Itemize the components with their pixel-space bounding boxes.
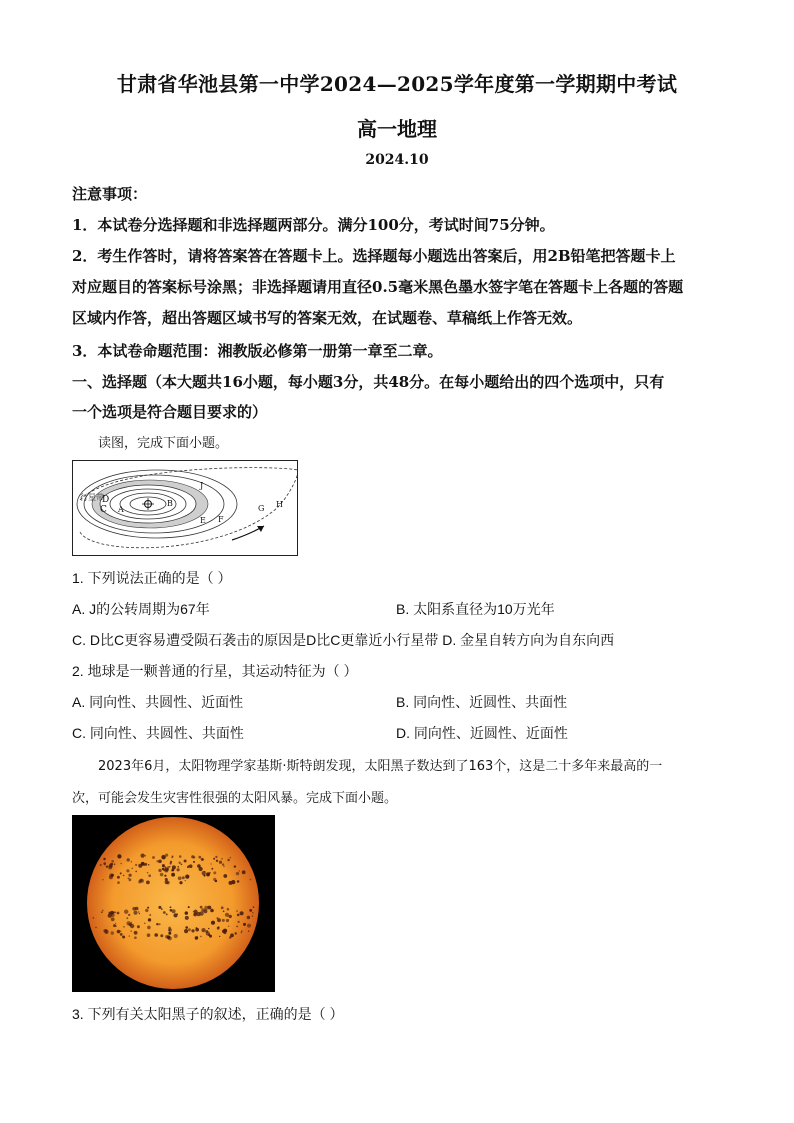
subject-title: 高一地理 [357, 117, 437, 141]
sunspot [211, 868, 213, 870]
sunspot [141, 862, 145, 866]
sunspot [197, 864, 201, 868]
sunspot [145, 855, 146, 856]
sunspot [200, 906, 203, 909]
sunspot [154, 933, 158, 937]
sunspot [215, 856, 217, 858]
sunspot [178, 876, 182, 880]
sunspot [211, 863, 212, 864]
sunspot [135, 907, 139, 911]
label-A: A [118, 505, 124, 514]
sunspot [134, 931, 138, 935]
sunspot [179, 881, 182, 884]
sunspot [237, 914, 240, 917]
sunspot [236, 872, 239, 875]
q2-option-b: B. 同向性、近圆性、共面性 [396, 694, 568, 710]
sunspot [237, 880, 239, 882]
sunspot [201, 928, 205, 932]
sunspot [174, 934, 178, 938]
sunspot [104, 864, 105, 865]
sunspot [168, 932, 171, 935]
sunspot [181, 864, 183, 866]
sunspot [174, 913, 178, 917]
notice-heading: 注意事项： [72, 185, 148, 203]
sunspot [202, 859, 204, 861]
sunspot [148, 874, 151, 877]
sunspot [170, 909, 173, 912]
sunspot [166, 913, 168, 915]
sunspot [223, 929, 227, 933]
sunspot [115, 923, 116, 924]
group1-intro: 读图，完成下面小题。 [98, 436, 229, 451]
sunspot [147, 926, 151, 930]
sunspot [167, 866, 169, 868]
sunspot [170, 906, 172, 908]
q2-option-a: A. 同向性、共圆性、近面性 [72, 694, 244, 710]
sunspot [102, 879, 103, 880]
sunspot [213, 858, 215, 860]
notice-item-2-line-3: 区域内作答，超出答题区域书写的答案无效，在试题卷、草稿纸上作答无效。 [72, 309, 583, 327]
sunspot [223, 866, 224, 867]
sunspot [242, 870, 246, 874]
sunspot [239, 870, 240, 871]
sunspot [100, 864, 102, 866]
sunspot [117, 881, 120, 884]
sunspot [126, 917, 128, 919]
sunspot [213, 878, 216, 881]
q1-option-a: A. J的公转周期为67年 [72, 601, 210, 617]
sunspot [120, 872, 122, 874]
sunspot [247, 916, 250, 919]
sunspot [101, 911, 103, 913]
sunspot [127, 858, 130, 861]
sunspot [163, 870, 164, 871]
sunspot [111, 874, 114, 877]
sunspot [217, 927, 220, 930]
sunspot [241, 932, 242, 933]
sunspot [95, 927, 97, 929]
sunspot [223, 874, 227, 878]
sunspot [243, 923, 246, 926]
sunspot [149, 914, 151, 916]
sunspot [236, 926, 238, 928]
sunspot [158, 906, 161, 909]
sunspot [185, 916, 189, 920]
sunspot [205, 930, 208, 933]
sunspot [114, 911, 116, 913]
sunspot [122, 936, 125, 939]
sunspot [188, 928, 191, 931]
exam-date: 2024.10 [365, 152, 429, 168]
sunspot [221, 906, 224, 909]
sunspot [162, 868, 165, 871]
q3-stem: 3. 下列有关太阳黑子的叙述，正确的是（ ） [72, 1006, 344, 1022]
sunspot [128, 877, 130, 879]
sunspot [137, 925, 140, 928]
sunspot [117, 930, 121, 934]
sunspot [172, 869, 175, 872]
sunspot [171, 873, 175, 877]
q1-option-b: B. 太阳系直径为10万光年 [396, 601, 555, 617]
sunspot [93, 917, 95, 919]
sunspot [177, 866, 179, 868]
label-E: E [200, 516, 206, 525]
q1-option-c-d: C. D比C更容易遭受陨石袭击的原因是D比C更靠近小行星带 D. 金星自转方向为自东向西 [72, 632, 615, 648]
sunspot [139, 913, 140, 914]
sunspot [184, 929, 188, 933]
sunspot [131, 861, 132, 862]
sunspot [159, 923, 161, 925]
sunspot [253, 906, 255, 908]
sunspot [222, 919, 225, 922]
sunspot [126, 921, 130, 925]
label-F: F [218, 515, 224, 524]
label-D: D [102, 495, 110, 505]
sunspot [128, 914, 130, 916]
sunspot [158, 869, 161, 872]
sunspot [237, 921, 239, 923]
sunspot [148, 918, 151, 921]
sunspot [252, 915, 254, 917]
sunspot [117, 912, 120, 915]
sunspot [179, 862, 181, 864]
sunspot [130, 924, 134, 928]
sunspot [172, 909, 176, 913]
sunspot [187, 867, 188, 868]
sunspot [211, 921, 215, 925]
q2-stem: 2. 地球是一颗普通的行星，其运动特征为（ ） [72, 663, 358, 679]
sunspot [120, 933, 123, 936]
sunspot [221, 858, 223, 860]
sunspot [189, 864, 193, 868]
sunspot [102, 910, 104, 912]
sunspot [227, 859, 229, 861]
sunspot [193, 861, 195, 863]
sunspot [250, 879, 252, 881]
q2-option-c: C. 同向性、共圆性、共面性 [72, 725, 244, 741]
sunspot [177, 868, 180, 871]
sunspot [117, 876, 120, 879]
sunspot [185, 926, 188, 929]
sunspot [147, 872, 148, 873]
label-H: H [276, 500, 283, 509]
sunspot [129, 935, 130, 936]
sunspot [240, 911, 244, 915]
sunspot [108, 913, 112, 917]
sunspot [188, 906, 190, 908]
sunspot [156, 923, 158, 925]
sunspot [164, 875, 166, 877]
sunspot [236, 910, 238, 912]
sunspot [219, 861, 222, 864]
sunspot [203, 874, 204, 875]
solar-system-diagram [72, 460, 298, 556]
sunspot [140, 879, 144, 883]
notice-item-3: 3．本试卷命题范围：湘教版必修第一册第一章至二章。 [72, 342, 443, 360]
sunspot [219, 936, 220, 937]
sunspot [135, 871, 137, 873]
sunspot [144, 923, 145, 924]
sunspot [252, 912, 254, 914]
sunspot [160, 873, 164, 877]
sunspot [132, 868, 133, 869]
sunspot [247, 924, 251, 928]
sunspot [195, 928, 199, 932]
sunspot [163, 911, 166, 914]
sunspot [203, 909, 207, 913]
sunspot [234, 865, 236, 867]
sunspot [162, 864, 165, 867]
group2-intro-line-2: 次，可能会发生灾害性很强的太阳风暴。完成下面小题。 [72, 791, 398, 806]
sunspot [130, 930, 132, 932]
sunspot [166, 881, 169, 884]
solar-system-figure [72, 460, 298, 556]
sunspot [134, 936, 137, 939]
section-heading-line-1: 一、选择题（本大题共16小题，每小题3分，共48分。在每小题给出的四个选项中，只有 [72, 373, 665, 391]
sunspot [145, 909, 148, 912]
sunspot [198, 856, 201, 859]
sunspot [230, 857, 232, 859]
belt-label: 行星带 [80, 493, 104, 502]
sunspot [139, 882, 140, 883]
sunspot [184, 860, 187, 863]
sunspot [148, 864, 149, 865]
sunspot [146, 881, 150, 885]
sunspot [123, 875, 125, 877]
sunspot [248, 930, 250, 932]
sunspot [124, 910, 128, 914]
sunspot [193, 911, 194, 912]
sunspot [144, 863, 147, 866]
sunspot [106, 866, 108, 868]
sunspot [134, 911, 138, 915]
label-G: G [258, 504, 265, 513]
sunspot [249, 909, 252, 912]
sunspot [111, 860, 114, 863]
sunspot [166, 878, 168, 880]
sunspot [121, 863, 122, 864]
sunspot [222, 863, 224, 865]
sunspot [120, 931, 121, 932]
sunspot [226, 919, 229, 922]
sunspot [213, 871, 216, 874]
sunspot-photo [72, 815, 275, 992]
sunspot [162, 855, 166, 859]
sunspot [230, 934, 234, 938]
group2-intro-line-1: 2023年6月，太阳物理学家基斯·斯特朗发现，太阳黑子数达到了163个，这是二十多年来最高的一 [98, 759, 663, 774]
sunspot [223, 911, 225, 913]
sunspot [168, 928, 172, 932]
sunspot [204, 871, 205, 872]
sunspot [160, 934, 163, 937]
sunspot [129, 874, 132, 877]
label-J: J [200, 481, 204, 490]
sunspot [217, 918, 221, 922]
sunspot [117, 854, 121, 858]
sunspot [200, 936, 202, 938]
sunspot [115, 925, 117, 927]
sunspot [225, 913, 229, 917]
sunspot [197, 936, 198, 937]
notice-item-1: 1．本试卷分选择题和非选择题两部分。满分100分，考试时间75分钟。 [72, 216, 555, 234]
sunspot [103, 858, 105, 860]
sunspot [114, 863, 116, 865]
notice-item-2-line-1: 2．考生作答时，请将答案答在答题卡上。选择题每小题选出答案后，用2B铅笔把答题卡上 [72, 247, 676, 265]
sunspot [228, 926, 229, 927]
exam-title: 甘肃省华池县第一中学2024—2025学年度第一学期期中考试 [116, 72, 678, 96]
sunspot [111, 917, 115, 921]
sunspot [158, 860, 162, 864]
sunspot [110, 863, 113, 866]
notice-item-2-line-2: 对应题目的答案标号涂黑；非选择题请用直径0.5毫米黑色墨水签字笔在答题卡上各题的答题 [72, 278, 684, 296]
sunspot [206, 872, 210, 876]
sunspot [185, 875, 189, 879]
sunspot [179, 855, 182, 858]
sunspot [126, 869, 129, 872]
sunspot [210, 909, 214, 913]
label-B: B [167, 499, 173, 508]
sunspot [103, 929, 107, 933]
sunspot [191, 929, 194, 932]
sunspot [196, 912, 200, 916]
sunspot [123, 926, 125, 928]
sunspot [165, 854, 168, 857]
q2-option-d: D. 同向性、近圆性、近面性 [396, 725, 568, 741]
sunspot [185, 880, 186, 881]
sunspot [182, 876, 185, 879]
sunspot [191, 855, 194, 858]
sunspot [241, 930, 243, 932]
sunspot [147, 933, 151, 937]
sunspot [147, 907, 149, 909]
sunspot [161, 908, 163, 910]
sunspot [235, 932, 237, 934]
sunspot [165, 935, 168, 938]
sunspot [208, 928, 209, 929]
sunspot [185, 911, 188, 914]
q1-stem: 1. 下列说法正确的是（ ） [72, 570, 232, 586]
sun-image [72, 815, 275, 992]
section-heading-line-2: 一个选项是符合题目要求的） [72, 403, 268, 421]
sunspot [135, 864, 137, 866]
sunspot [170, 863, 172, 865]
sunspot [227, 908, 230, 911]
sunspot [141, 854, 145, 858]
sunspot [152, 856, 155, 859]
sunspot [216, 860, 218, 862]
sunspot [172, 857, 173, 858]
sunspot [229, 881, 233, 885]
sunspot [138, 911, 140, 913]
sunspot [111, 931, 114, 934]
sunspot [209, 935, 212, 938]
sunspot [208, 906, 212, 910]
label-C: C [100, 505, 107, 515]
